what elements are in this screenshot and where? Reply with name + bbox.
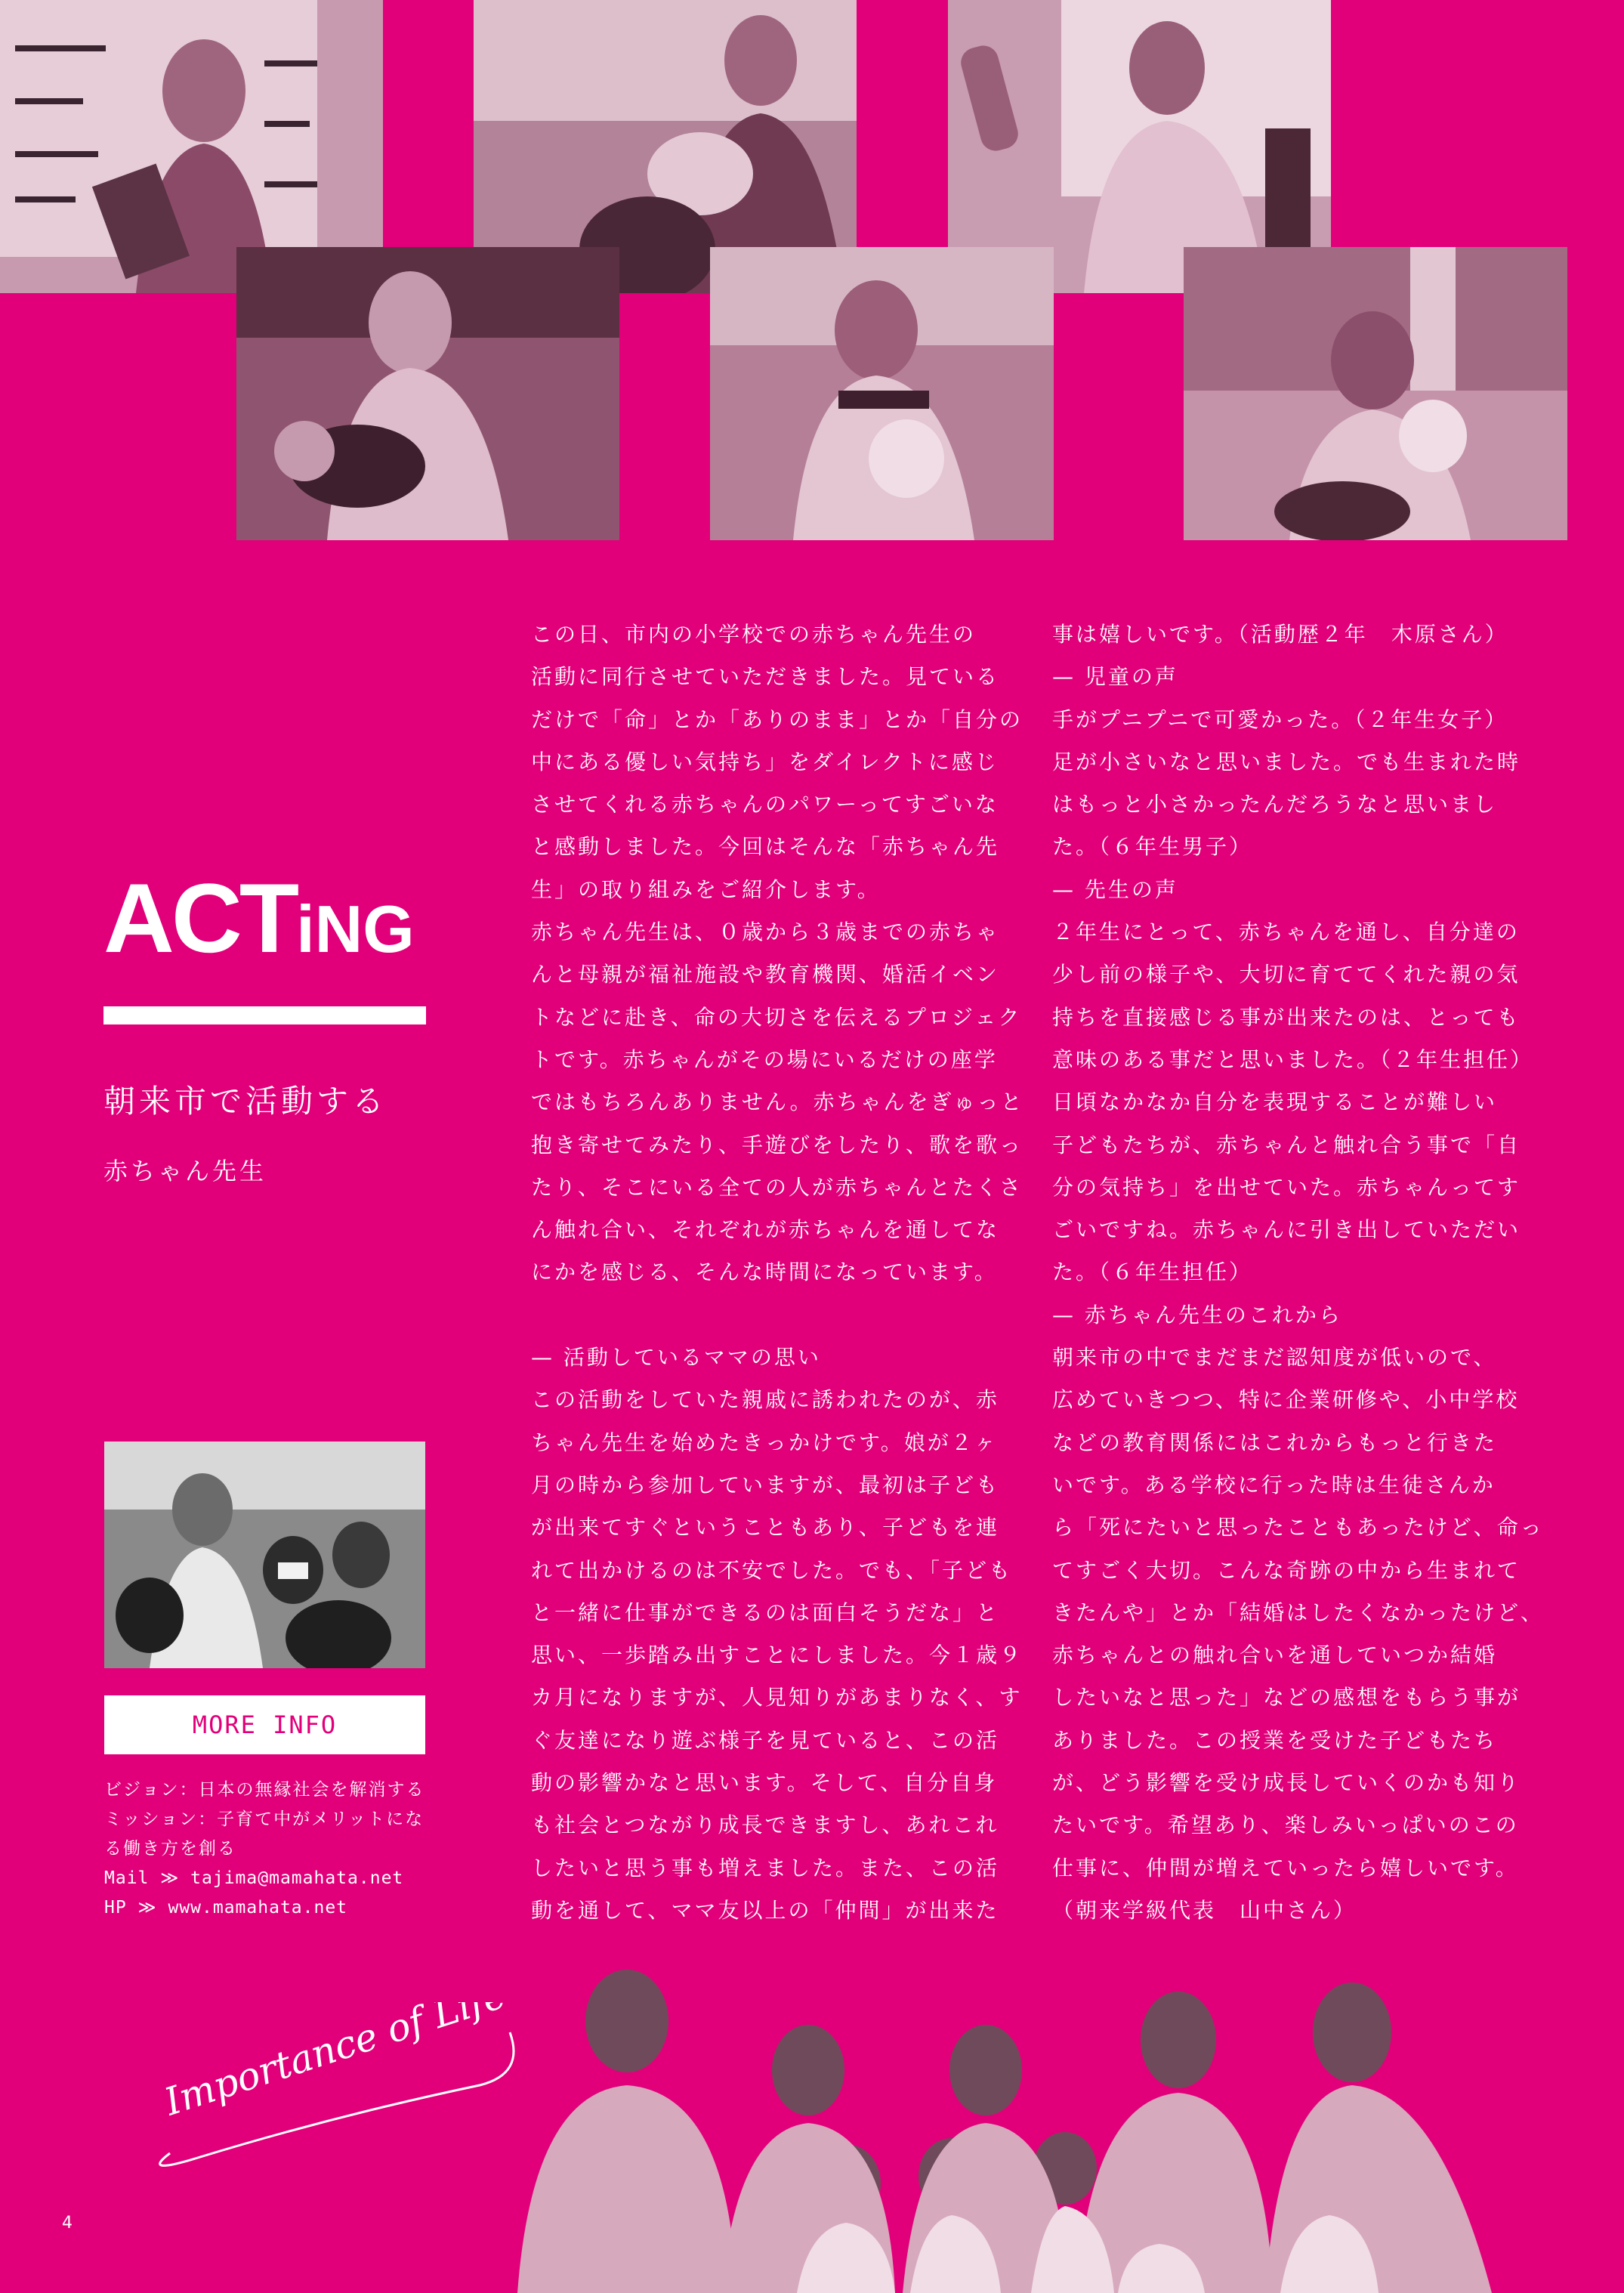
photo-team-group [510, 1957, 1499, 2293]
article-line: が、どう影響を受け成長していくのかも知り [1052, 1770, 1521, 1796]
article-line: 動の影響かなと思います。そして、自分自身 [531, 1770, 998, 1796]
mission-text: ミッション：子育て中がメリットにな [104, 1809, 425, 1829]
article-line: — 児童の声 [1052, 664, 1178, 690]
article-line: — 活動しているママの思い [531, 1345, 821, 1371]
article-line: 仕事に、仲間が増えていったら嬉しいです。 [1052, 1855, 1519, 1880]
article-line: 赤ちゃん先生は、０歳から３歳までの赤ちゃ [531, 919, 1000, 945]
logo-small: iNG [296, 892, 415, 966]
article-line: も社会とつながり成長できますし、あれこれ [531, 1812, 999, 1838]
article-line: （朝来学級代表 山中さん） [1052, 1897, 1357, 1923]
article-line: — 赤ちゃん先生のこれから [1052, 1302, 1342, 1327]
article-line: — 先生の声 [1052, 876, 1178, 902]
article-line: 分の気持ち」を出せていた。赤ちゃんってす [1052, 1174, 1521, 1200]
section-title: 朝来市で活動する [103, 1083, 388, 1120]
tagline [147, 2002, 540, 2176]
article-line: ん触れ合い、それぞれが赤ちゃんを通してな [531, 1217, 1000, 1243]
article-line: この日、市内の小学校での赤ちゃん先生の [531, 622, 977, 647]
article-line: 朝来市の中でまだまだ認知度が低いので、 [1052, 1345, 1497, 1371]
article-line: ちゃん先生を始めたきっかけです。娘が２ヶ [531, 1429, 998, 1455]
article-line: と感動しました。今回はそんな「赤ちゃん先 [531, 834, 1000, 860]
article-line: ありました。この授業を受けた子どもたち [1052, 1727, 1498, 1753]
article-line: させてくれる赤ちゃんのパワーってすごいな [531, 792, 999, 817]
article-line: 生」の取り組みをご紹介します。 [531, 876, 881, 902]
acting-logo [103, 863, 415, 973]
article-line: ごいですね。赤ちゃんに引き出していただい [1052, 1217, 1521, 1243]
article-line: 子どもたちが、赤ちゃんと触れ合う事で「自 [1052, 1132, 1521, 1157]
photo-mother-glasses-baby [236, 247, 619, 540]
article-line: てすごく大切。こんな奇跡の中から生まれて [1052, 1557, 1521, 1583]
article-line: 月の時から参加していますが、最初は子ども [531, 1472, 1000, 1497]
article-line: 思い、一歩踏み出すことにしました。今１歳９ [531, 1642, 1023, 1668]
article-line: したいと思う事も増えました。また、この活 [531, 1855, 1000, 1880]
article-line: 赤ちゃんとの触れ合いを通していつか結婚 [1052, 1642, 1498, 1668]
article-line: た。（６年生男子） [1052, 834, 1253, 860]
logo-main: ACT [103, 863, 297, 973]
article-line: カ月になりますが、人見知りがあまりなく、す [531, 1685, 1023, 1710]
logo-underline [103, 1006, 426, 1024]
article-line [531, 1294, 969, 1337]
photo-mother-toddler [1184, 247, 1567, 540]
mission-text-cont: る働き方を創る [104, 1839, 236, 1859]
article-line: と一緒に仕事ができるのは面白そうだな」と [531, 1599, 1000, 1625]
article-line: れて出かけるのは不安でした。でも、「子ども [531, 1557, 1013, 1583]
article-line: たいです。希望あり、楽しみいっぱいのこの [1052, 1812, 1519, 1838]
more-info-block [104, 1775, 437, 1923]
hp-link[interactable]: HP ≫ www.mamahata.net [104, 1898, 348, 1918]
article-column-1 [531, 613, 1024, 1932]
article-line: 持ちを直接感じる事が出来たのは、とっても [1052, 1004, 1521, 1030]
article-line: にかを感じる、そんな時間になっています。 [531, 1259, 998, 1285]
photo-children-group [104, 1442, 425, 1668]
article-line: ではもちろんありません。赤ちゃんをぎゅっと [531, 1089, 1024, 1115]
article-line: だけで「命」とか「ありのまま」とか「自分の [531, 706, 1023, 732]
article-line: 手がプニプニで可愛かった。（２年生女子） [1052, 706, 1508, 732]
article-line: などの教育関係にはこれからもっと行きた [1052, 1429, 1498, 1455]
article-line: ら「死にたいと思ったこともあったけど、命っ [1052, 1515, 1544, 1541]
article-line: きたんや」とか「結婚はしたくなかったけど、 [1052, 1599, 1545, 1625]
article-line: 抱き寄せてみたり、手遊びをしたり、歌を歌っ [531, 1132, 1023, 1157]
article-line: 少し前の様子や、大切に育ててくれた親の気 [1052, 962, 1521, 987]
article-line: トなどに赴き、命の大切さを伝えるプロジェク [531, 1004, 1022, 1030]
tagline-text: Importance of Life [159, 2002, 511, 2125]
more-info-button[interactable]: MORE INFO [104, 1695, 425, 1754]
photo-mother-holding-baby [710, 247, 1054, 540]
section-subtitle: 赤ちゃん先生 [103, 1157, 267, 1185]
article-line: た。（６年生担任） [1052, 1259, 1253, 1285]
article-column-2 [1052, 613, 1545, 1932]
vision-text: ビジョン：日本の無縁社会を解消する [104, 1780, 425, 1800]
page-number: 4 [62, 2214, 73, 2233]
article-line: トです。赤ちゃんがその場にいるだけの座学 [531, 1046, 998, 1072]
article-line: この活動をしていた親戚に誘われたのが、赤 [531, 1387, 1000, 1413]
article-line: したいなと思った」などの感想をもらう事が [1052, 1685, 1521, 1710]
article-line: 動を通して、ママ友以上の「仲間」が出来た [531, 1897, 999, 1923]
article-line: はもっと小さかったんだろうなと思いまし [1052, 792, 1498, 817]
article-line: ２年生にとって、赤ちゃんを通し、自分達の [1052, 919, 1520, 945]
article-line: 広めていきつつ、特に企業研修や、小中学校 [1052, 1387, 1520, 1413]
article-line: 足が小さいなと思いました。でも生まれた時 [1052, 749, 1521, 774]
article-line: たり、そこにいる全ての人が赤ちゃんとたくさ [531, 1174, 1023, 1200]
mail-link[interactable]: Mail ≫ tajima@mamahata.net [104, 1868, 404, 1888]
article-line: 活動に同行させていただきました。見ている [531, 664, 1000, 690]
article-line: が出来てすぐということもあり、子どもを連 [531, 1515, 1000, 1541]
article-line: いです。ある学校に行った時は生徒さんか [1052, 1472, 1496, 1497]
article-line: 意味のある事だと思いました。（２年生担任） [1052, 1046, 1534, 1072]
article-line: んと母親が福祉施設や教育機関、婚活イベン [531, 962, 1000, 987]
article-line: 中にある優しい気持ち」をダイレクトに感じ [531, 749, 999, 774]
article-line: 事は嬉しいです。（活動歴２年 木原さん） [1052, 622, 1508, 647]
article-line: 日頃なかなか自分を表現することが難しい [1052, 1089, 1498, 1115]
article-line: ぐ友達になり遊ぶ様子を見ていると、この活 [531, 1727, 1000, 1753]
